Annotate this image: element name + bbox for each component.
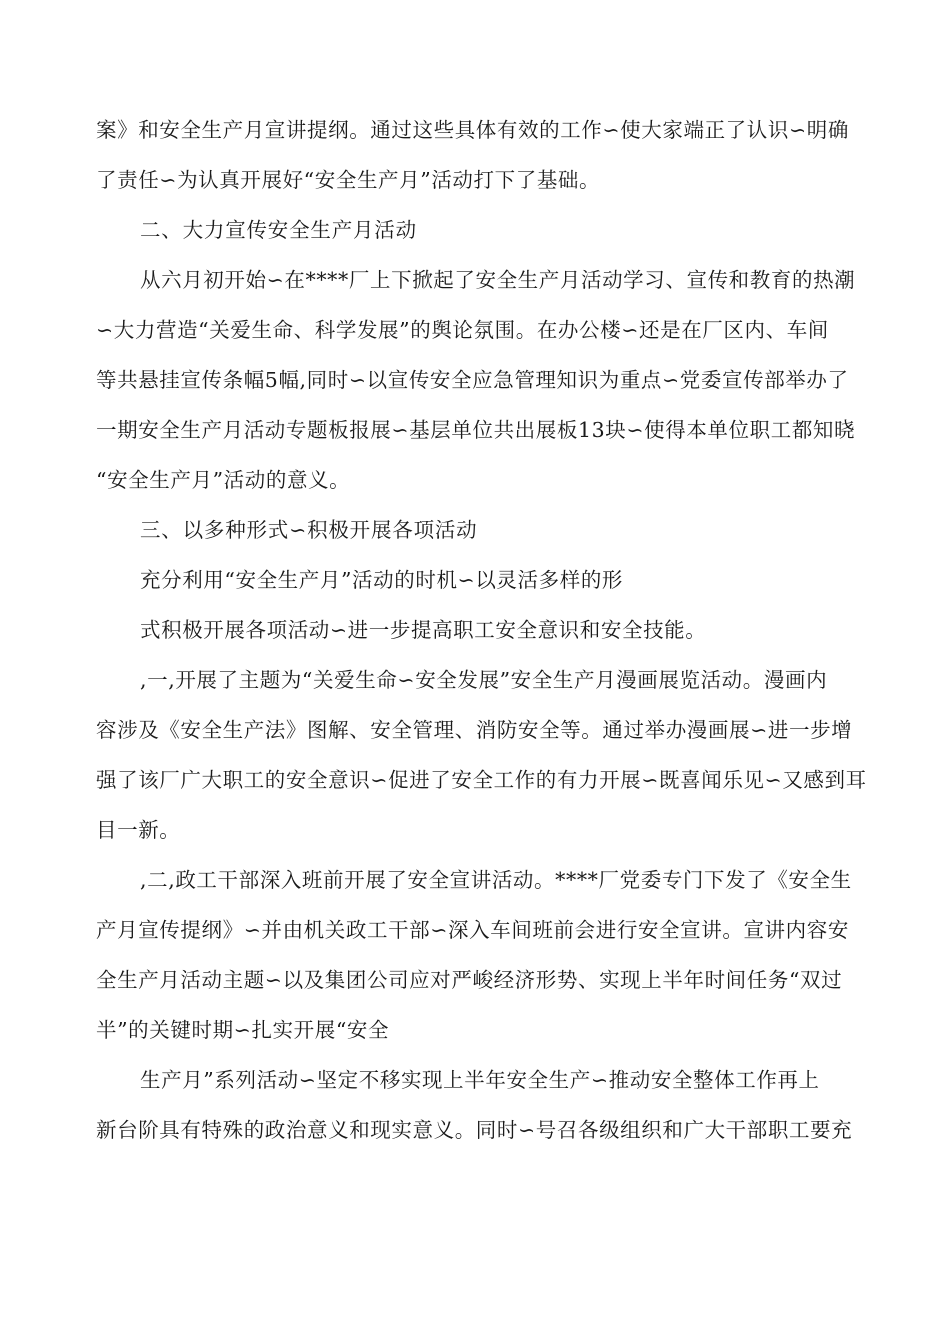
paragraph-line: 强了该厂广大职工的安全意识∽促进了安全工作的有力开展∽既喜闻乐见∽又感到耳 (96, 768, 867, 792)
paragraph-line: 全生产月活动主题∽以及集团公司应对严峻经济形势、实现上半年时间任务“双过 (96, 968, 843, 992)
paragraph-line: 了责任∽为认真开展好“安全生产月”活动打下了基础。 (96, 168, 601, 192)
section-heading: 三、以多种形式∽积极开展各项活动 (140, 518, 478, 542)
paragraph-line: 等共悬挂宣传条幅5幅,同时∽以宣传安全应急管理知识为重点∽党委宣传部举办了 (96, 368, 849, 392)
paragraph-line: 容涉及《安全生产法》图解、安全管理、消防安全等。通过举办漫画展∽进一步增 (96, 718, 853, 742)
paragraph-line: 从六月初开始∽在****厂上下掀起了安全生产月活动学习、宣传和教育的热潮 (140, 268, 856, 292)
paragraph-line: “安全生产月”活动的意义。 (96, 468, 351, 492)
paragraph-line: ,二,政工干部深入班前开展了安全宣讲活动。****厂党委专门下发了《安全生 (140, 868, 852, 892)
paragraph-line: 式积极开展各项活动∽进一步提高职工安全意识和安全技能。 (140, 618, 707, 642)
paragraph-line: 充分利用“安全生产月”活动的时机∽以灵活多样的形 (140, 568, 624, 592)
paragraph-line: 新台阶具有特殊的政治意义和现实意义。同时∽号召各级组织和广大干部职工要充 (96, 1118, 853, 1142)
paragraph-line: ,一,开展了主题为“关爱生命∽安全发展”安全生产月漫画展览活动。漫画内 (140, 668, 828, 692)
section-heading: 二、大力宣传安全生产月活动 (140, 218, 417, 242)
paragraph-line: 一期安全生产月活动专题板报展∽基层单位共出展板13块∽使得本单位职工都知晓 (96, 418, 856, 442)
paragraph-line: ∽大力营造“关爱生命、科学发展”的舆论氛围。在办公楼∽还是在厂区内、车间 (96, 318, 829, 342)
paragraph-line: 目一新。 (96, 818, 181, 842)
paragraph-line: 生产月”系列活动∽坚定不移实现上半年安全生产∽推动安全整体工作再上 (140, 1068, 820, 1092)
paragraph-line: 半”的关键时期∽扎实开展“安全 (96, 1018, 390, 1042)
paragraph-line: 案》和安全生产月宣讲提纲。通过这些具体有效的工作∽使大家端正了认识∽明确 (96, 118, 849, 142)
paragraph-line: 产月宣传提纲》∽并由机关政工干部∽深入车间班前会进行安全宣讲。宣讲内容安 (96, 918, 849, 942)
